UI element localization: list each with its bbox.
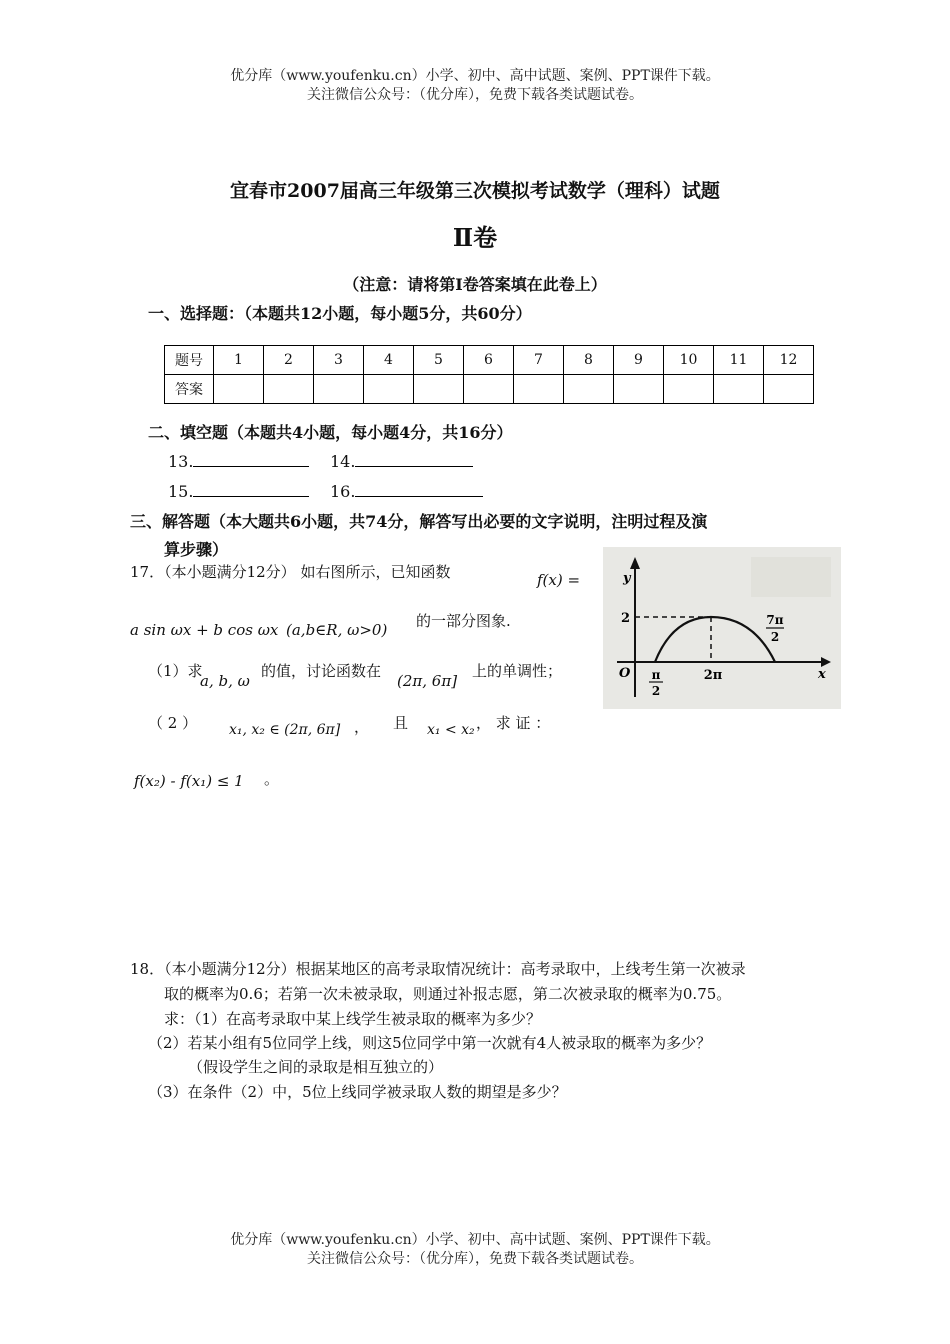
x-tick-2pi: 2π xyxy=(703,668,723,683)
question-number: 10 xyxy=(664,346,714,375)
q18-line-2 xyxy=(164,983,731,1005)
q18-line-3: 求：（1）在高考录取中某上线学生被录取的概率为多少？ xyxy=(164,1010,542,1028)
q17-intro: 17．（本小题满分12分） 如右图所示，已知函数 xyxy=(130,563,451,581)
footer-line-1: 优分库（www.youfenku.cn）小学、初中、高中试题、案例、PPT课件下载。 xyxy=(230,1232,720,1248)
answer-note: （注意：请将第Ⅰ卷答案填在此卷上） xyxy=(343,275,607,294)
blank-number: 16. xyxy=(330,482,356,501)
q17-part2-comma: ， xyxy=(354,718,370,736)
question-number: 12 xyxy=(764,346,814,375)
fill-blank-13 xyxy=(168,450,309,471)
fill-blank-15 xyxy=(168,480,309,501)
answer-cell[interactable] xyxy=(264,375,314,404)
x-axis-label: x xyxy=(818,667,826,682)
section-2-heading: 二、填空题（本题共4小题，每小题4分，共16分） xyxy=(148,423,513,442)
x-tick-7pi-half-num: 7π xyxy=(766,613,784,627)
question-number: 2 xyxy=(264,346,314,375)
answer-cell[interactable] xyxy=(664,375,714,404)
q18-line-2-end: 。 xyxy=(716,985,732,1003)
answer-cell[interactable] xyxy=(714,375,764,404)
function-graph xyxy=(603,547,841,709)
q17-part2-prefix: （ 2 ） xyxy=(148,714,198,732)
q17-part2-set: x₁, x₂ ∈ (2π, 6π] xyxy=(229,722,341,738)
q18-line-1: 18．（本小题满分12分）根据某地区的高考录取情况统计：高考录取中，上线考生第一次被录 xyxy=(130,960,746,978)
footer-line-2: 关注微信公众号：（优分库），免费下载各类试题试卷。 xyxy=(307,1251,643,1267)
section-1-heading: 一、选择题：（本题共12小题，每小题5分，共60分） xyxy=(148,304,532,323)
answer-cell[interactable] xyxy=(414,375,464,404)
question-number: 4 xyxy=(364,346,414,375)
question-number: 8 xyxy=(564,346,614,375)
q17-part1-interval: (2π, 6π] xyxy=(397,672,458,690)
q17-part2-result: f(x₂) - f(x₁) ≤ 1 xyxy=(134,772,244,790)
q17-part2-end: 。 xyxy=(264,770,280,788)
blank-number: 13. xyxy=(168,452,194,471)
x-tick-pi-half-den: 2 xyxy=(651,684,661,698)
q18-probability-second: 0.75 xyxy=(682,985,717,1003)
blank-number: 15. xyxy=(168,482,194,501)
question-number: 7 xyxy=(514,346,564,375)
q17-part1-middle: 的值，讨论函数在 xyxy=(261,662,382,680)
answer-cell[interactable] xyxy=(314,375,364,404)
row-label-number: 题号 xyxy=(165,346,214,375)
row-label-answer: 答案 xyxy=(165,375,214,404)
scan-shadow xyxy=(751,557,831,597)
answer-cell[interactable] xyxy=(514,375,564,404)
q17-part2-inequality: x₁ < x₂ xyxy=(427,722,475,738)
answer-blank[interactable] xyxy=(355,450,473,467)
section-3-heading-line-1: 三、解答题（本大题共6小题，共74分，解答写出必要的文字说明，注明过程及演 xyxy=(130,512,708,531)
header-line-1: 优分库（www.youfenku.cn）小学、初中、高中试题、案例、PPT课件下载。 xyxy=(230,68,720,84)
q18-line-2-prefix: 取的概率为 xyxy=(164,985,240,1003)
q17-part1-prefix: （1）求 xyxy=(148,662,203,680)
blank-number: 14. xyxy=(330,452,356,471)
x-tick-7pi-half-den: 2 xyxy=(770,630,780,644)
section-3-heading-line-2: 算步骤） xyxy=(164,540,229,559)
y-tick-2: 2 xyxy=(621,611,631,626)
fill-blank-16 xyxy=(330,480,483,501)
q18-line-4: （2）若某小组有5位同学上线，则这5位同学中第一次就有4人被录取的概率为多少？ xyxy=(148,1034,712,1052)
answer-cell[interactable] xyxy=(614,375,664,404)
q17-expression: a sin ωx + b cos ωx xyxy=(130,621,279,639)
header-line-2: 关注微信公众号：（优分库），免费下载各类试题试卷。 xyxy=(307,87,643,103)
q17-function-name: f(x) = xyxy=(537,571,581,589)
question-number: 5 xyxy=(414,346,464,375)
answer-table-row-numbers xyxy=(165,346,814,375)
q17-part1-vars: a, b, ω xyxy=(200,672,250,690)
question-number: 11 xyxy=(714,346,764,375)
answer-cell[interactable] xyxy=(364,375,414,404)
q17-tail: 的一部分图象. xyxy=(416,612,511,630)
q17-part1-suffix: 上的单调性； xyxy=(472,662,563,680)
origin-label: O xyxy=(619,666,631,681)
answer-blank[interactable] xyxy=(193,450,309,467)
exam-title: 宜春市2007届高三年级第三次模拟考试数学（理科）试题 xyxy=(230,180,720,202)
answer-cell[interactable] xyxy=(214,375,264,404)
q18-line-5: （假设学生之间的录取是相互独立的） xyxy=(188,1058,444,1076)
page-header xyxy=(0,67,950,105)
answer-table xyxy=(164,345,814,404)
y-axis-label: y xyxy=(623,571,631,586)
question-number: 1 xyxy=(214,346,264,375)
answer-cell[interactable] xyxy=(564,375,614,404)
answer-cell[interactable] xyxy=(764,375,814,404)
q18-line-6: （3）在条件（2）中，5位上线同学被录取人数的期望是多少？ xyxy=(148,1083,567,1101)
page-footer xyxy=(0,1231,950,1269)
q17-part2-prove: ， 求 证 ： xyxy=(476,714,551,732)
answer-blank[interactable] xyxy=(193,480,309,497)
question-number: 6 xyxy=(464,346,514,375)
volume-label: Ⅱ卷 xyxy=(452,223,498,252)
answer-table-row-answers xyxy=(165,375,814,404)
function-graph-figure xyxy=(603,547,841,709)
question-number: 9 xyxy=(614,346,664,375)
question-number: 3 xyxy=(314,346,364,375)
q18-line-2-middle: ；若第一次未被录取，则通过补报志愿，第二次被录取的概率为 xyxy=(262,985,683,1003)
answer-blank[interactable] xyxy=(355,480,483,497)
fill-blank-14 xyxy=(330,450,473,471)
answer-cell[interactable] xyxy=(464,375,514,404)
q18-probability-first: 0.6 xyxy=(239,985,263,1003)
q17-condition: (a,b∈R, ω>0) xyxy=(286,621,388,639)
x-tick-pi-half-num: π xyxy=(651,668,661,682)
q17-part2-and: 且 xyxy=(393,714,409,732)
